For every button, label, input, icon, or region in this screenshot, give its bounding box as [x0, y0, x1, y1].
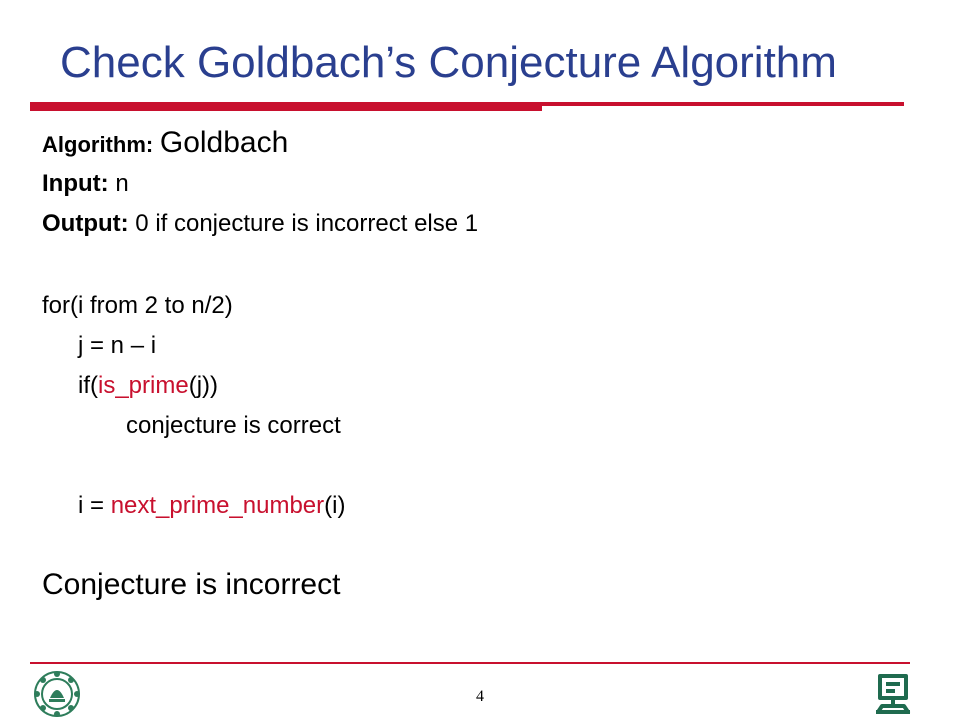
title-underline-accent [30, 102, 542, 111]
code-if-prefix: if( [78, 372, 98, 399]
algorithm-label: Algorithm: [42, 132, 154, 157]
input-value: n [115, 170, 129, 197]
code-assign-line: j = n – i [78, 332, 157, 359]
computer-engineering-logo-icon [868, 668, 918, 718]
code-is-prime-call: is_prime [98, 372, 189, 399]
code-for-line: for(i from 2 to n/2) [42, 292, 233, 319]
code-next-prefix: i = [78, 492, 111, 519]
algorithm-line [42, 126, 288, 160]
code-next-line [78, 492, 345, 520]
code-next-prime-call: next_prime_number [110, 492, 325, 519]
algorithm-name: Goldbach [159, 126, 289, 159]
output-value: 0 if conjecture is incorrect else 1 [135, 210, 479, 237]
code-if-line [78, 372, 218, 400]
input-label: Input: [42, 170, 109, 197]
code-correct-line: conjecture is correct [126, 412, 341, 439]
page-number: 4 [476, 688, 484, 705]
code-if-suffix: (j)) [188, 372, 219, 399]
conclusion-line: Conjecture is incorrect [42, 568, 341, 601]
footer-rule [30, 662, 910, 664]
input-line [42, 170, 129, 198]
output-label: Output: [42, 210, 129, 237]
output-line [42, 210, 478, 238]
code-next-suffix: (i) [324, 492, 346, 519]
slide-title: Check Goldbach’s Conjecture Algorithm [60, 38, 837, 87]
